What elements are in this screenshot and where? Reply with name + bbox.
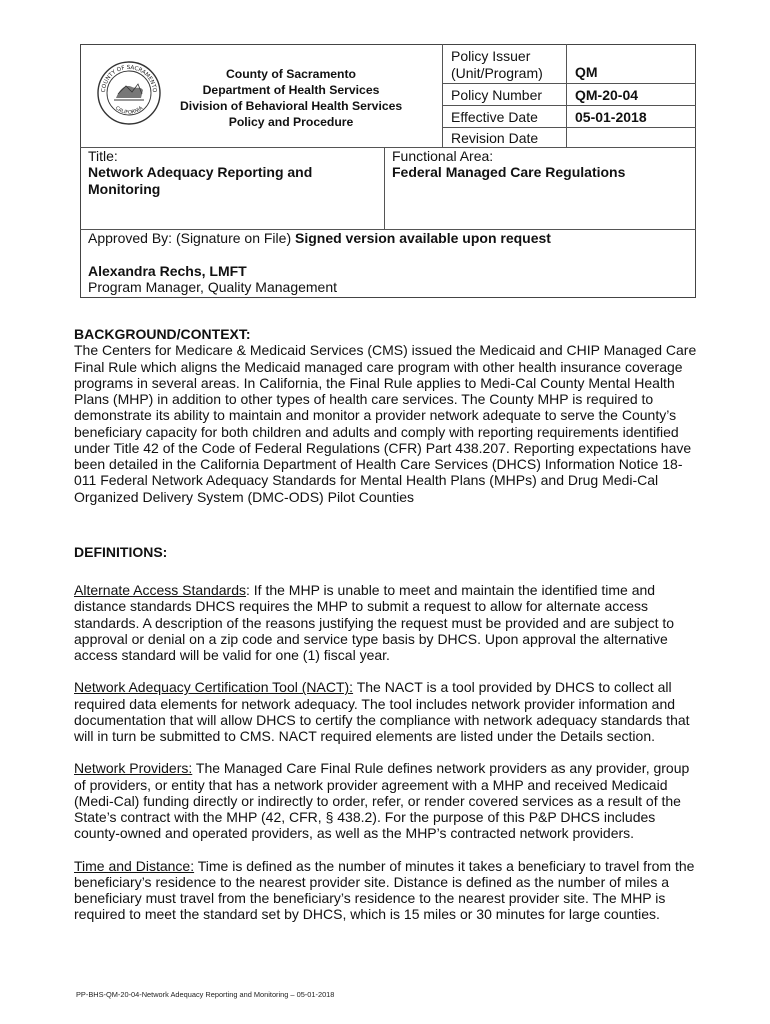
table-divider [80, 147, 696, 148]
definition-line: approval or denial on a zip code and service type basis by DHCS. Upon approval the alternative [74, 630, 668, 647]
definitions-heading: DEFINITIONS: [74, 543, 168, 560]
functional-area-value: Federal Managed Care Regulations [392, 164, 626, 180]
definition-text: Time is defined as the number of minutes it takes a beneficiary to travel from the [197, 857, 695, 874]
background-line: Plans (MHP) in addition to other types of health care services. The County MHP is required to [74, 391, 654, 407]
definition-network-providers [74, 760, 699, 776]
background-line: Final Rule which aligns the Medicaid managed care program with other health insurance coverage [74, 358, 683, 375]
background-line: beneficiary capacity for both children and adults and comply with reporting requirements identified [74, 423, 679, 440]
table-divider [442, 127, 696, 128]
definition-time-distance [74, 858, 699, 874]
table-divider [442, 83, 696, 84]
definition-line: distance standards DHCS requires the MHP to submit a request to allow for alternate access [74, 598, 649, 615]
definition-line: of providers, or entity that has a network provider agreement with a MHP and received Medicaid [74, 776, 668, 793]
effective-date-label: Effective Date [451, 109, 538, 125]
seal-text-top: COUNTY OF SACRAMENTO [100, 64, 158, 93]
policy-issuer-label-line: Policy Issuer [451, 48, 531, 64]
approved-by [88, 230, 551, 246]
org-line: Department of Health Services [202, 83, 380, 97]
revision-date-label: Revision Date [451, 130, 539, 146]
definition-alternate-access [74, 582, 699, 598]
org-line: Policy and Procedure [228, 115, 354, 129]
background-line: Organized Delivery System (DMC-ODS) Pilot Counties [74, 488, 414, 505]
definition-text: If the MHP is unable to meet and maintain the identified time and [253, 582, 656, 598]
definition-line: (Medi-Cal) funding directly or indirectly to order, refer, or render covered services as a result of the [74, 792, 681, 809]
policy-body [74, 326, 699, 923]
definition-line: State’s contract with the MHP (42, CFR, § 438.2). For the purpose of this P&P DHCS includes [74, 809, 656, 825]
title-label: Title: [88, 148, 118, 164]
effective-date-value: 05-01-2018 [575, 109, 647, 125]
definition-term: Network Providers: [74, 760, 193, 777]
table-divider [442, 44, 443, 148]
definition-term: Alternate Access Standards [74, 582, 246, 598]
background-line: programs in several areas. In California, the Final Rule applies to Medi-Cal County Mental Health [74, 374, 675, 391]
definition-line: documentation that will allow DHCS to certify the compliance with network adequacy standards that [74, 711, 690, 728]
background-line: The Centers for Medicare & Medicaid Services (CMS) issued the Medicaid and CHIP Managed Care [74, 342, 697, 359]
background-heading: BACKGROUND/CONTEXT: [74, 326, 251, 342]
definition-line: beneficiary must travel from the beneficiary’s residence to the nearest provider site. The MHP is [74, 890, 666, 906]
functional-area-label: Functional Area: [392, 148, 494, 164]
policy-issuer-value: QM [575, 64, 598, 80]
seal-text-bottom: CALIFORNIA [113, 105, 145, 116]
policy-number-label: Policy Number [451, 87, 543, 103]
definition-text: The NACT is a tool provided by DHCS to collect all [356, 679, 672, 696]
table-divider [384, 147, 385, 229]
definition-line: beneficiary’s residence to the nearest provider site. Distance is defined as the number of miles a [74, 873, 670, 890]
table-divider [442, 105, 696, 106]
approver-name: Alexandra Rechs, LMFT [88, 263, 247, 279]
policy-number-value: QM-20-04 [575, 87, 639, 103]
organization-title [180, 66, 402, 130]
approved-by-label: Approved By: (Signature on File) [88, 230, 295, 246]
definition-separator: : [246, 582, 254, 598]
definition-line: will in turn be submitted to CMS. NACT required elements are listed under the Details section. [74, 728, 656, 744]
definition-text: The Managed Care Final Rule defines network providers as any provider, group [195, 760, 690, 777]
definition-nact [74, 679, 699, 695]
definition-line: access standard will be valid for one (1) fiscal year. [74, 647, 390, 663]
org-line: Division of Behavioral Health Services [180, 99, 403, 113]
county-seal-icon [96, 60, 162, 126]
background-line: 011 Federal Network Adequacy Standards for Mental Health Plans (MHPs) and Drug Medi-Cal [74, 472, 659, 489]
background-line: demonstrate its ability to maintain and monitor a provider network adequate to serve the County’s [74, 407, 677, 424]
page-footer: PP-BHS-QM-20-04-Network Adequacy Reporting and Monitoring – 05-01-2018 [76, 990, 335, 999]
policy-title: Network Adequacy Reporting and Monitoring [88, 164, 313, 197]
policy-issuer-label-line: (Unit/Program) [451, 65, 543, 81]
table-divider [566, 44, 567, 148]
approver-title: Program Manager, Quality Management [88, 279, 338, 295]
org-line: County of Sacramento [225, 67, 357, 81]
definition-line: required data elements for network adequacy. The tool includes network provider information and [74, 695, 676, 712]
policy-issuer-label [451, 48, 543, 82]
approved-by-note: Signed version available upon request [295, 230, 551, 246]
background-line: under Title 42 of the Code of Federal Regulations (CFR) Part 438.207. Reporting expectations have [74, 439, 692, 456]
background-line: been detailed in the California Department of Health Care Services (DHCS) Information Notice 18- [74, 456, 683, 472]
definition-line: standards. A description of the reasons justifying the request must be provided and are subject to [74, 614, 675, 631]
definition-line: county-owned and operated providers, as well as the MHP’s contracted network providers. [74, 825, 635, 842]
definition-term: Time and Distance: [74, 857, 195, 874]
svg-text:CALIFORNIA [114, 105, 145, 116]
definition-term: Network Adequacy Certification Tool (NACT): [74, 679, 354, 696]
definition-line: required to meet the standard set by DHCS, which is 15 miles or 30 minutes for large counties. [74, 906, 660, 923]
